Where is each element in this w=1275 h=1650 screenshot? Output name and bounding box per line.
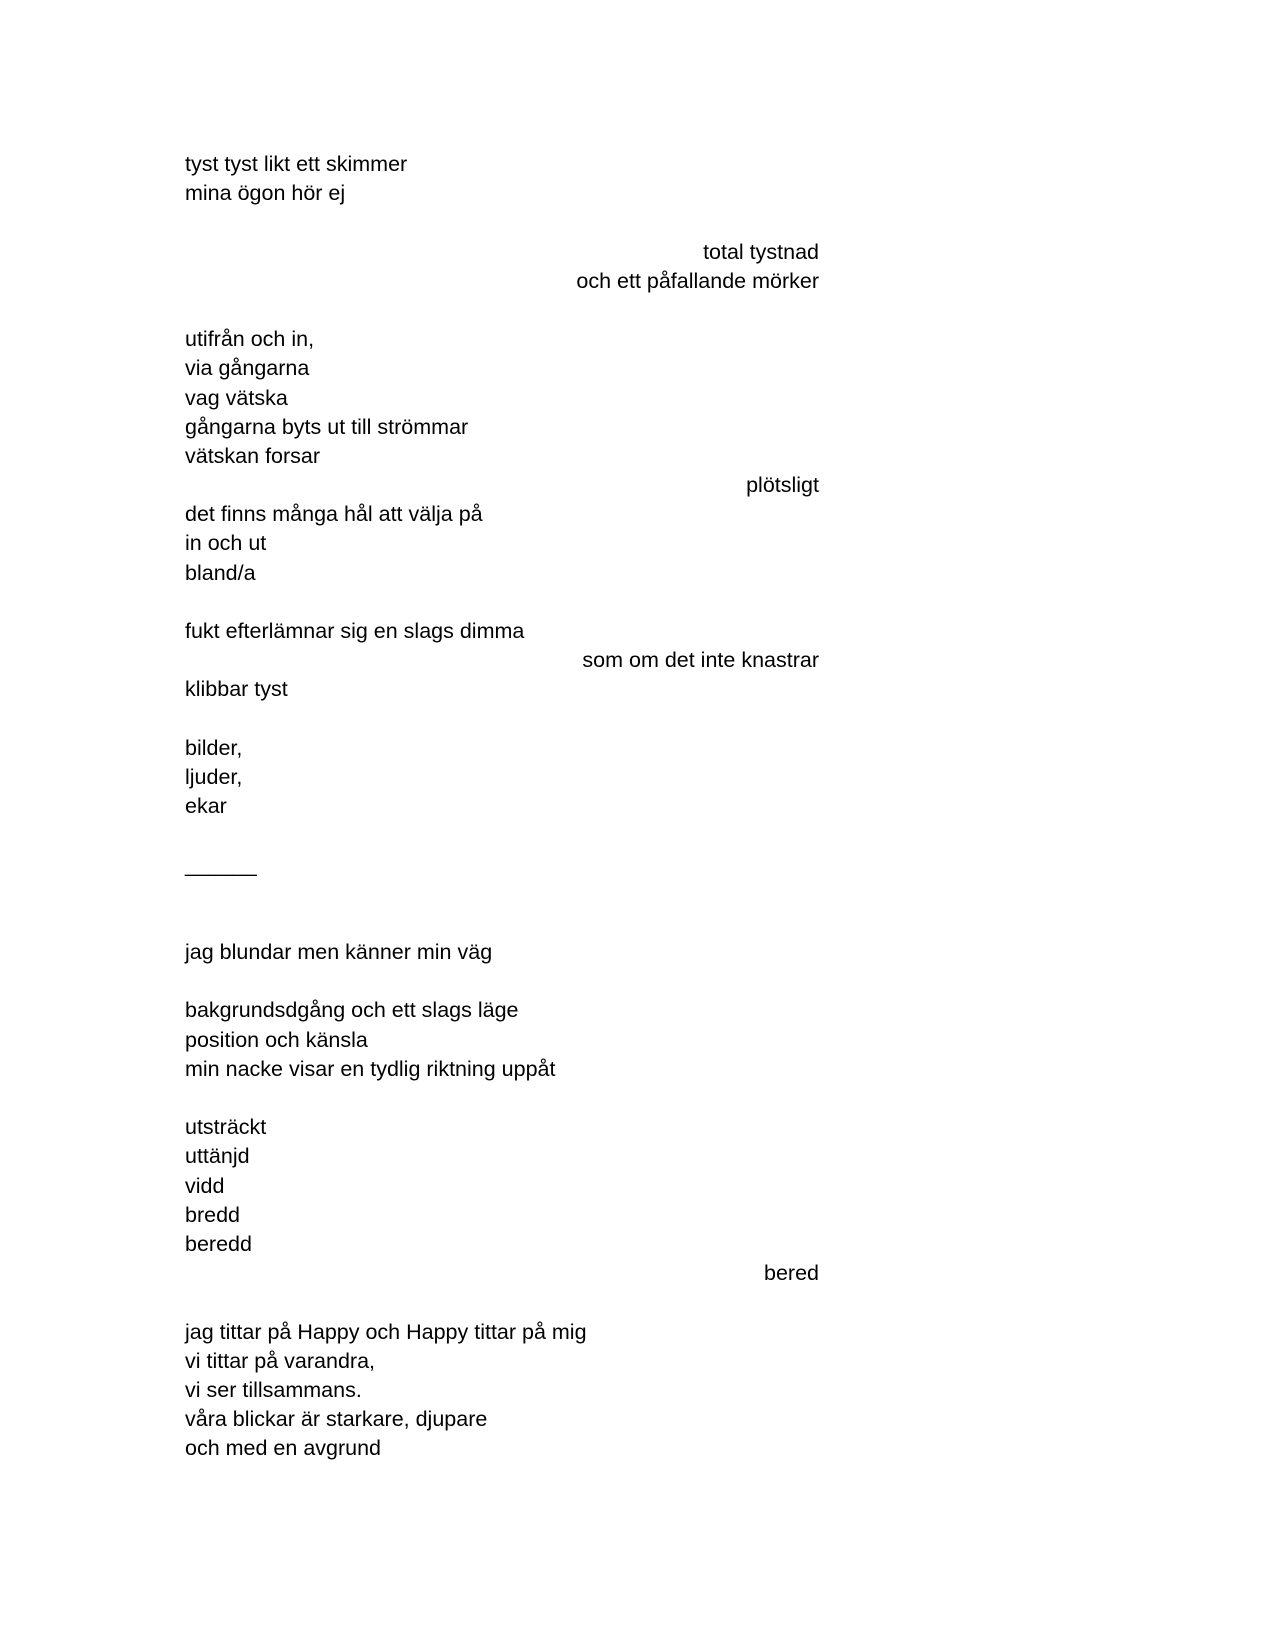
poem-line: ekar — [185, 794, 227, 819]
poem-line: uttänjd — [185, 1144, 250, 1169]
poem-line: bilder, — [185, 735, 243, 760]
poem-line: ______ — [185, 852, 257, 877]
poem-line: och med en avgrund — [185, 1436, 382, 1461]
poem-line: och ett påfallande mörker — [576, 268, 819, 293]
poem-line: vi tittar på varandra, — [185, 1348, 376, 1373]
blank-line — [185, 821, 819, 850]
poem-line: jag tittar på Happy och Happy tittar på mig — [185, 1319, 587, 1344]
poem-line: våra blickar är starkare, djupare — [185, 1407, 488, 1432]
poem-line: vätskan forsar — [185, 443, 321, 468]
poem-line: in och ut — [185, 531, 267, 556]
poem-line: bered — [764, 1261, 819, 1286]
poem-line: mina ögon hör ej — [185, 181, 346, 206]
blank-line — [185, 880, 819, 909]
poem-line: klibbar tyst — [185, 677, 288, 702]
poem-line: beredd — [185, 1231, 252, 1256]
blank-line — [185, 208, 819, 237]
poem-line: bakgrundsdgång och ett slags läge — [185, 998, 519, 1023]
blank-line — [185, 588, 819, 617]
blank-line — [185, 909, 819, 938]
blank-line — [185, 967, 819, 996]
poem-line: det finns många hål att välja på — [185, 502, 483, 527]
poem-line: via gångarna — [185, 356, 310, 381]
poem-line: total tystnad — [703, 239, 819, 264]
poem-line: position och känsla — [185, 1027, 368, 1052]
poem-line: vag vätska — [185, 385, 288, 410]
poem-line: bredd — [185, 1202, 240, 1227]
poem-line: utifrån och in, — [185, 327, 315, 352]
poem-line: plötsligt — [746, 473, 819, 498]
poem-line: tyst tyst likt ett skimmer — [185, 152, 408, 176]
blank-line — [185, 296, 819, 325]
blank-line — [185, 1288, 819, 1317]
blank-line — [185, 1084, 819, 1113]
poem-line: min nacke visar en tydlig riktning uppåt — [185, 1056, 556, 1081]
poem-line: vidd — [185, 1173, 225, 1198]
poem-line: ljuder, — [185, 764, 243, 789]
poem-line: fukt efterlämnar sig en slags dimma — [185, 619, 525, 643]
poem-line: jag blundar men känner min väg — [185, 940, 493, 965]
poem-line: gångarna byts ut till strömmar — [185, 414, 469, 439]
poem-line: som om det inte knastrar — [582, 648, 819, 673]
poem-body — [185, 150, 819, 1463]
poem-line: bland/a — [185, 560, 256, 585]
blank-line — [185, 705, 819, 734]
poem-line: vi ser tillsammans. — [185, 1377, 362, 1402]
poem-line: utsträckt — [185, 1115, 267, 1140]
